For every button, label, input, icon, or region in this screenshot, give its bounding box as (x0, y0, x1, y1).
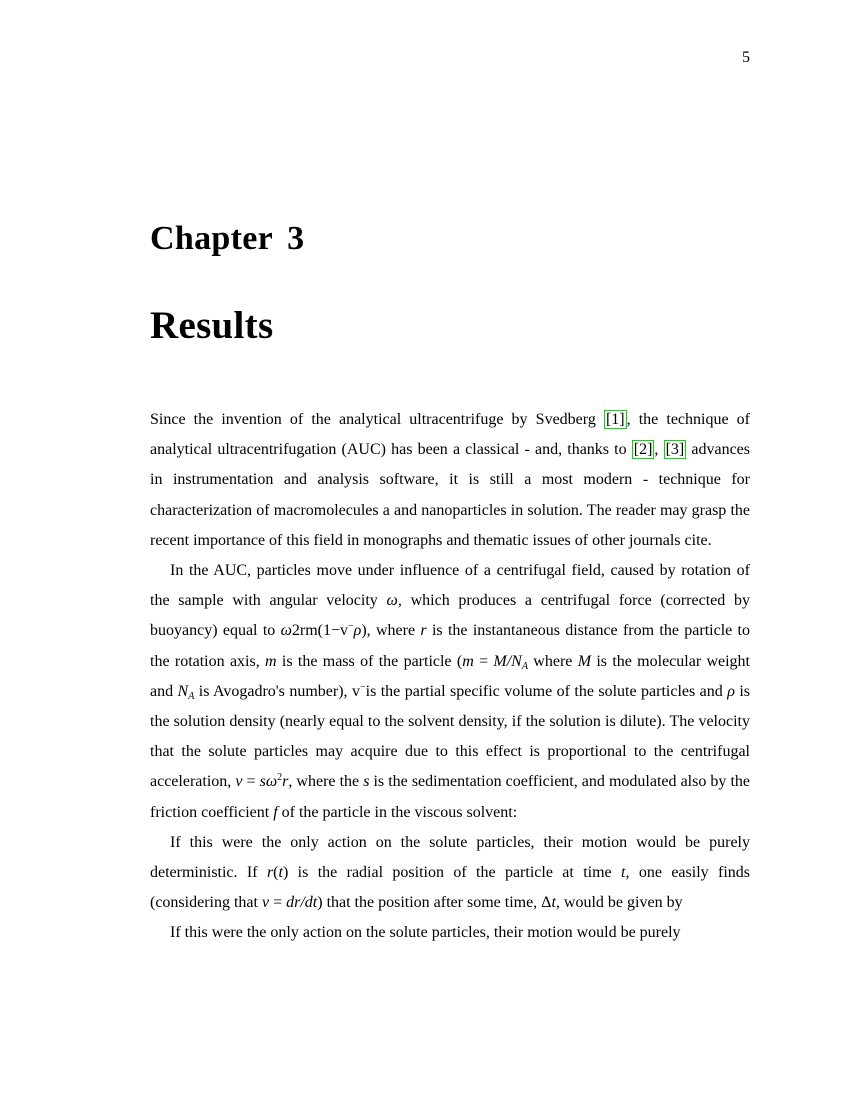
text-run: , one easily finds (considering that (150, 864, 751, 912)
text-run: t (621, 864, 626, 882)
text-run: If this were the only action on the solute particles, their motion would be purely deterministic. If (150, 833, 750, 882)
text-run: ) is the radial position of the particle at time (282, 864, 622, 882)
text-run: 2rm(1−v (291, 622, 349, 640)
text-run: r (420, 622, 427, 640)
text-run: is the mass of the particle ( (276, 652, 463, 670)
text-run: ω (386, 592, 398, 610)
text-run: r (282, 773, 289, 791)
text-run: is the instantaneous distance from the particle to the rotation axis, (150, 622, 751, 670)
text-run: − (359, 681, 366, 693)
text-run: where (527, 652, 578, 670)
text-run: f (273, 803, 278, 821)
text-run: , where the (288, 773, 364, 791)
text-run: is Avogadro's number), v (194, 682, 360, 700)
body-paragraphs (150, 405, 750, 949)
text-run: = (269, 894, 287, 912)
paragraph (150, 405, 750, 556)
chapter-label: Chapter 3 (150, 220, 305, 257)
text-run: If this were the only action on the solute particles, their motion would be purely (170, 924, 681, 942)
paragraph (150, 918, 750, 948)
text-run: ), where (361, 622, 421, 640)
text-run: is the sedimentation coefficient, and modulated also by the friction coefficient (150, 773, 751, 821)
text-run: m (462, 652, 474, 670)
citation-link[interactable]: [3] (665, 441, 685, 459)
text-run: M/N (493, 652, 522, 670)
text-run: Since the invention of the analytical ultracentrifuge by Svedberg (150, 411, 604, 428)
text-run: t (551, 894, 556, 912)
text-run: is the molecular weight and (150, 652, 751, 700)
paragraph (150, 828, 750, 919)
text-run: v (261, 894, 270, 912)
chapter-title: Results (150, 304, 274, 347)
text-run: − (348, 621, 354, 633)
paragraph (150, 556, 750, 828)
text-run: , the technique of analytical ultracentrifugation (AUC) has been a classical - and, thanks to (150, 411, 751, 459)
text-run: ( (273, 864, 279, 882)
text-run: advances in instrumentation and analysis software, it is still a most modern - technique for characterization of macromolecules a and nanoparticles in solution. The reader may grasp the recent importance of this field in monographs and thematic issues of other journals cite. (150, 441, 751, 549)
text-run: is the partial specific volume of the solute particles and (365, 682, 728, 700)
text-run: A (521, 660, 528, 672)
text-run: dr/dt (286, 894, 318, 912)
text-run: ρ (353, 622, 362, 640)
text-run: v (235, 773, 243, 791)
text-run: ) that the position after some time, Δ (317, 894, 552, 912)
text-run: sω (259, 773, 278, 791)
text-run: = (473, 652, 494, 670)
text-run: A (188, 690, 195, 702)
text-run: ρ (727, 682, 735, 700)
text-run: , would be given by (555, 894, 683, 912)
text-run: s (363, 773, 370, 791)
text-run: In the AUC, particles move under influence of a centrifugal field, caused by rotation of the sample with angular velocity (150, 562, 750, 610)
text-run: of the particle in the viscous solvent: (277, 803, 518, 821)
text-run: , which produces a centrifugal force (corrected by buoyancy) equal to (150, 592, 751, 640)
citation-link[interactable]: [1] (605, 411, 625, 428)
text-run: , (654, 441, 664, 459)
citation-link[interactable]: [2] (633, 441, 653, 459)
text-run: M (577, 652, 592, 670)
text-run: N (177, 682, 189, 700)
text-run: m (265, 652, 277, 670)
page-number: 5 (742, 49, 750, 66)
text-run: 2 (277, 772, 283, 784)
text-run: = (242, 773, 260, 791)
text-run: is the solution density (nearly equal to the solvent density, if the solution is dilute). The velocity that the solute particles may acquire due to this effect is proportional to the centrifugal acceleration, (150, 682, 751, 791)
text-run: ω (280, 622, 292, 640)
text-run: r (266, 864, 274, 882)
text-run: t (278, 864, 283, 882)
